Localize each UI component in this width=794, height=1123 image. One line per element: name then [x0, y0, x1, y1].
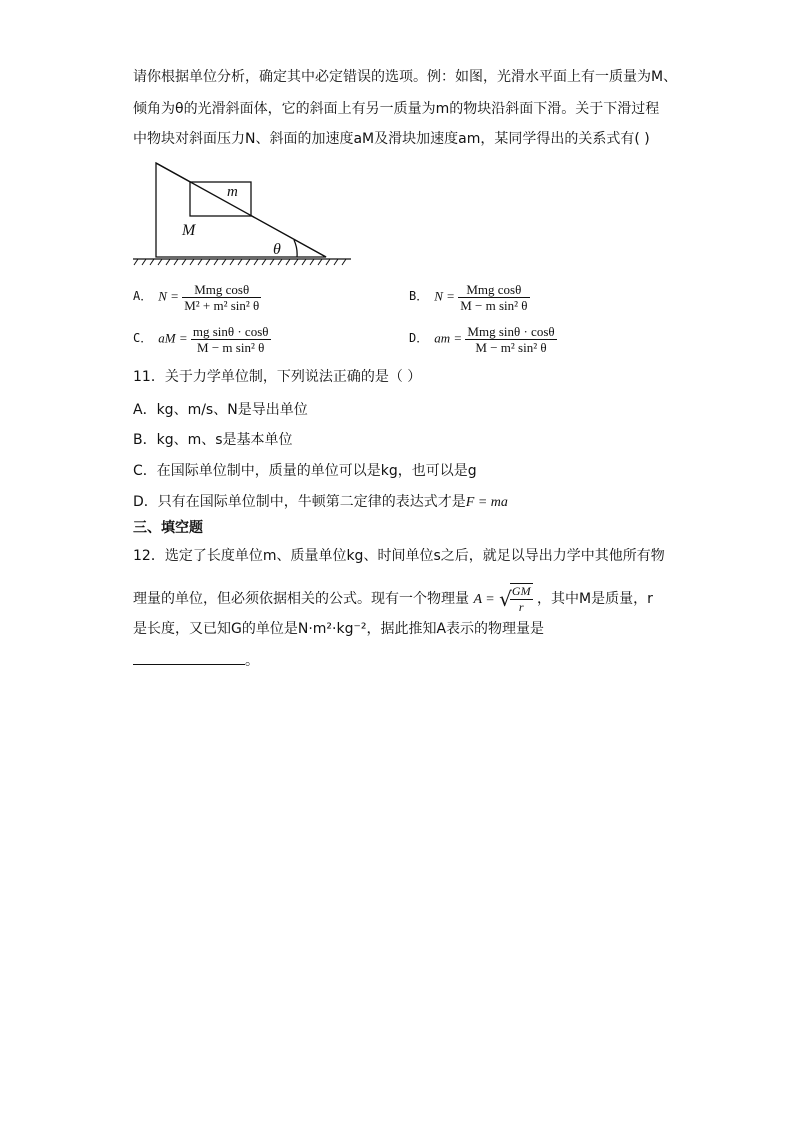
intro-line-1: 请你根据单位分析，确定其中必定错误的选项。例：如图，光滑水平面上有一质量为M、 [133, 69, 678, 85]
q11-option-c[interactable]: C．在国际单位制中，质量的单位可以是kg，也可以是g [133, 463, 477, 479]
q12-line-1: 12．选定了长度单位m、质量单位kg、时间单位s之后，就足以导出力学中其他所有物 [133, 548, 665, 564]
q12-fraction: $\frac{GM}{r}$ [511, 584, 531, 614]
option-d-fraction: $\frac{\text{Mmg sinθ · cosθ}}{\text{M − m² sin² θ}}$ [467, 324, 555, 355]
q11-option-b[interactable]: B．kg、m、s是基本单位 [133, 432, 293, 448]
option-b[interactable]: B． N = $\frac{\text{Mmg cosθ}}{\text{M − m sin² θ}}$ [409, 282, 528, 313]
intro-line-3: 中物块对斜面压力N、斜面的加速度aM及滑块加速度am，某同学得出的关系式有( ) [133, 131, 650, 147]
intro-line-2: 倾角为θ的光滑斜面体，它的斜面上有另一质量为m的物块沿斜面下滑。关于下滑过程 [133, 101, 660, 117]
label-wedge-mass: M [182, 222, 196, 239]
q12-line-2: 理量的单位，但必须依据相关的公式。现有一个物理量 A = √ $\frac{GM}{r}$ ，其中M是质量，r [133, 584, 653, 614]
option-c[interactable]: C． aM = $\frac{\text{mg sinθ · cosθ}}{\text{M − m sin² θ}}$ [133, 324, 269, 355]
wedge-figure [130, 158, 355, 270]
option-d[interactable]: D． am = $\frac{\text{Mmg sinθ · cosθ}}{\text{M − m² sin² θ}}$ [409, 324, 555, 355]
option-b-fraction: $\frac{\text{Mmg cosθ}}{\text{M − m sin² θ}}$ [460, 282, 528, 313]
q11-stem: 11．关于力学单位制，下列说法正确的是（ ） [133, 369, 422, 385]
sqrt-symbol: √ [499, 587, 512, 611]
q12-line-3: 是长度，又已知G的单位是N·m²·kg⁻²，据此推知A表示的物理量是 [133, 621, 545, 637]
option-a[interactable]: A． N = $\frac{\text{Mmg cosθ}}{\text{M² + m² sin² θ}}$ [133, 282, 260, 313]
q12-answer-line: 。 [133, 651, 259, 671]
label-block-mass: m [227, 184, 238, 200]
q11-option-d[interactable]: D．只有在国际单位制中，牛顿第二定律的表达式才是F = ma [133, 494, 508, 510]
q11-option-a[interactable]: A．kg、m/s、N是导出单位 [133, 402, 308, 418]
label-angle: θ [273, 241, 281, 258]
section-title: 三、填空题 [133, 520, 203, 536]
option-a-fraction: $\frac{\text{Mmg cosθ}}{\text{M² + m² sin² θ}}$ [184, 282, 260, 313]
option-c-fraction: $\frac{\text{mg sinθ · cosθ}}{\text{M − m sin² θ}}$ [192, 324, 269, 355]
answer-blank[interactable] [133, 652, 245, 665]
